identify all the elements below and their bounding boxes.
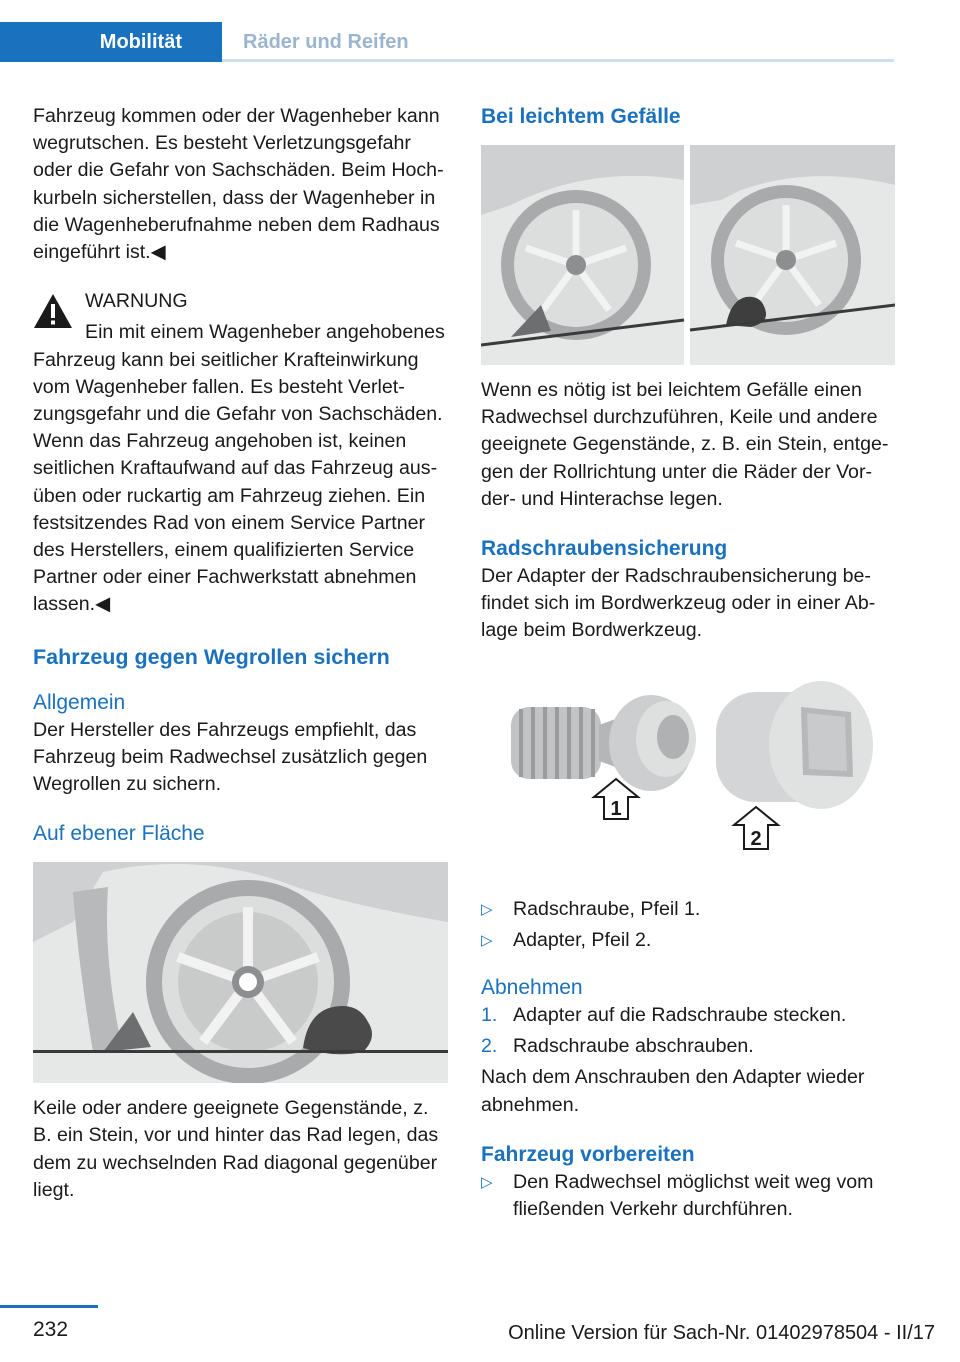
tab-mobilitaet[interactable]: Mobilität — [0, 22, 222, 62]
figure-wheel-bolt-adapter — [481, 667, 896, 892]
heading-level-ground: Auf ebener Fläche — [33, 822, 205, 846]
prepare-list — [481, 1169, 896, 1223]
heading-secure-vehicle: Fahrzeug gegen Wegrollen sichern — [33, 644, 390, 669]
wheel-lock-paragraph: Der Adapter der Radschraubensicherung befindet sich im Bordwerkzeug oder in einer Ablage beim Bordwerkzeug. — [481, 565, 876, 642]
triangle-bullet-icon: ▷ — [481, 931, 493, 949]
left-column — [33, 103, 448, 1204]
remove-note: Nach dem Anschrauben den Adapter wieder abnehmen. — [481, 1066, 865, 1116]
heading-remove: Abnehmen — [481, 976, 583, 1000]
slope-paragraph: Wenn es nötig ist bei leichtem Gefälle einen Radwechsel durchzuführen, Keile und andere geeignete Gegenstände, z. B. ein Stein, entgegen der Rollrichtung unter die Räder der Vorder- und Hinterachse legen. — [481, 379, 889, 510]
arrow-2-label: 2 — [750, 827, 762, 850]
heading-wheel-lock: Radschraubensicherung — [481, 537, 728, 561]
intro-paragraph: Fahrzeug kommen oder der Wagenheber kann wegrutschen. Es besteht Verletzungsgefahr oder die Gefahr von Sachschäden. Beim Hochkurbeln sicherstellen, dass der Wagenheber in die Wagenheberufnahme neben dem Radhaus eingeführt ist.◀ — [33, 105, 444, 264]
heading-slight-slope: Bei leichtem Gefälle — [481, 105, 681, 128]
page-number: 232 — [33, 1318, 69, 1341]
warning-body: Ein mit einem Wagenheber angehobenes Fahrzeug kann bei seitlicher Krafteinwirkung vom Wagenheber fallen. Es besteht Verletzungsgefahr und die Gefahr von Sachschäden. Wenn das Fahrzeug angehoben ist, keinen seitlichen Kraftaufwand auf das Fahrzeug ausüben oder ruckartig am Fahrzeug ziehen. Ein festsitzendes Rad von einem Service Partner des Herstellers, einem qualifizierten Service Partner oder einer Fachwerkstatt abnehmen lassen.◀ — [33, 321, 445, 616]
list-item: 1. Adapter auf die Radschraube stecken. — [481, 1004, 847, 1027]
list-item: ▷ Radschraube, Pfeil 1. — [481, 896, 896, 927]
figure-slope — [481, 145, 895, 365]
footer-accent-line — [0, 1305, 98, 1308]
tab-raeder-und-reifen[interactable]: Räder und Reifen — [243, 30, 409, 53]
heading-prepare-vehicle: Fahrzeug vorbereiten — [481, 1142, 695, 1166]
general-paragraph: Der Hersteller des Fahrzeugs empfiehlt, das Fahrzeug beim Radwechsel zusätzlich gegen Wegrollen zu sichern. — [33, 718, 428, 796]
tab-underline — [222, 59, 894, 62]
triangle-bullet-icon: ▷ — [481, 1173, 493, 1191]
warning-block — [33, 288, 448, 618]
right-column — [481, 103, 896, 1223]
warning-icon — [33, 293, 73, 329]
arrow-1-label: 1 — [610, 797, 622, 820]
chapter-tabs — [0, 0, 960, 62]
figure-level-ground — [33, 862, 448, 1083]
heading-general: Allgemein — [33, 690, 126, 714]
list-item: 2. Radschraube abschrauben. — [481, 1035, 754, 1058]
online-version-note: Online Version für Sach-Nr. 01402978504 - II/17 — [508, 1322, 935, 1344]
warning-title: WARNUNG — [85, 290, 188, 313]
level-paragraph: Keile oder andere geeignete Gegenstände, z. B. ein Stein, vor und hinter das Rad legen, das dem zu wechselnden Rad diagonal gegenüber liegt. — [33, 1097, 439, 1201]
triangle-bullet-icon: ▷ — [481, 900, 493, 918]
remove-steps — [481, 1002, 896, 1060]
bolt-adapter-illustration — [481, 667, 896, 892]
parts-list — [481, 896, 896, 954]
list-item: ▷ Den Radwechsel möglichst weit weg vom fließenden Verkehr durchführen. — [481, 1170, 874, 1221]
slope-illustration — [481, 145, 895, 365]
list-item: ▷ Adapter, Pfeil 2. — [481, 927, 896, 954]
wheel-chock-illustration — [33, 862, 448, 1083]
